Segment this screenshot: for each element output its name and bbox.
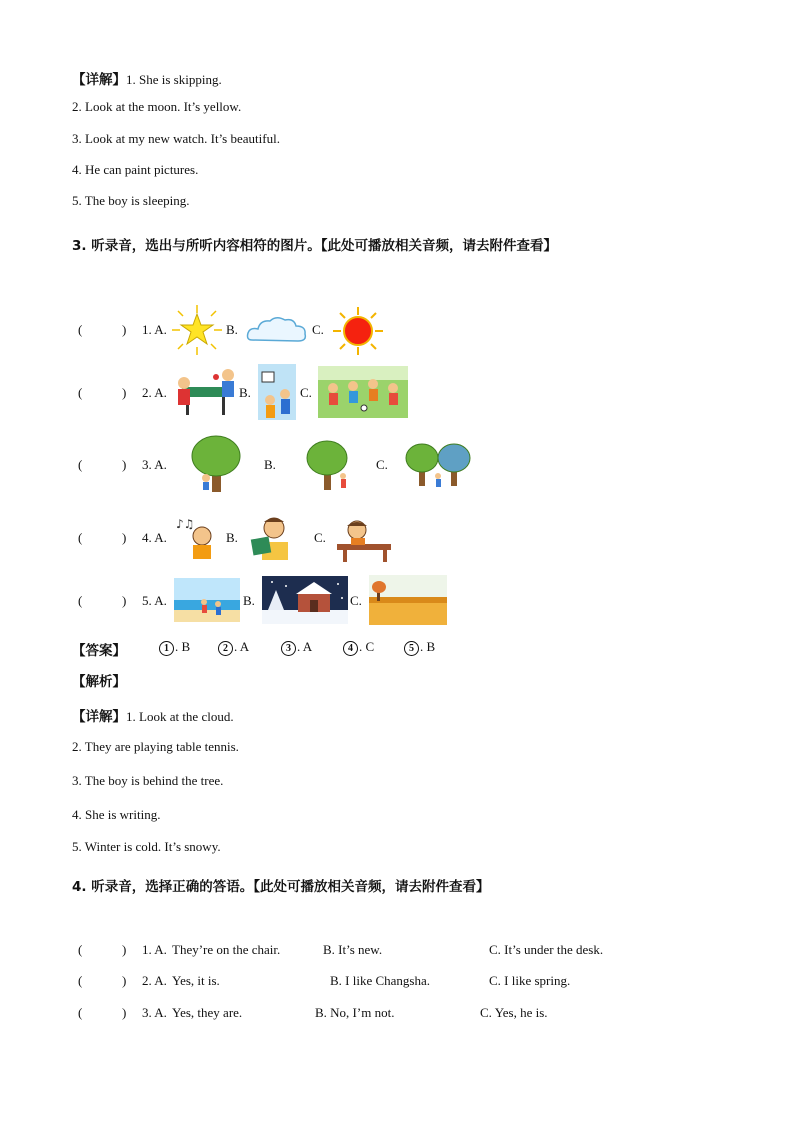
answer-2: 2 . A bbox=[218, 639, 249, 656]
q3-detail-line-2: 2. They are playing table tennis. bbox=[72, 739, 239, 754]
singing-girl-picture bbox=[174, 516, 220, 560]
sun-picture bbox=[333, 307, 383, 355]
answer-label: 【答案】 bbox=[72, 643, 126, 659]
detail-line-1: 【详解】1. She is skipping. bbox=[72, 72, 222, 88]
q3-row-1: ( ) 1. A. B. C. bbox=[78, 322, 324, 337]
answer-4: 4 . C bbox=[343, 639, 374, 656]
q3-detail-line-5: 5. Winter is cold. It’s snowy. bbox=[72, 839, 221, 854]
tree-boy-beside-picture bbox=[306, 440, 352, 490]
q3-detail-line-1: 【详解】1. Look at the cloud. bbox=[72, 709, 234, 725]
q3-row-5: ( ) 5. A. B. C. bbox=[78, 593, 362, 608]
answer-3: 3 . A bbox=[281, 639, 312, 656]
writing-girl-picture bbox=[333, 516, 393, 562]
q4-title: 4. 听录音，选择正确的答语。【此处可播放相关音频，请去附件查看】 bbox=[72, 879, 490, 895]
q3-row-4: ( ) 4. A. B. C. bbox=[78, 530, 326, 545]
cloud-picture bbox=[244, 312, 310, 348]
snowy-winter-picture bbox=[262, 576, 348, 624]
q3-row-2: ( ) 2. A. B. C. bbox=[78, 385, 312, 400]
q3-detail-line-3: 3. The boy is behind the tree. bbox=[72, 773, 224, 788]
q3-detail-line-4: 4. She is writing. bbox=[72, 807, 161, 822]
answer-1: 1 . B bbox=[159, 639, 190, 656]
q4-row-3: ( ) 3. A. Yes, they are. B. No, I’m not. C. Yes, he is. bbox=[78, 1005, 548, 1020]
autumn-field-picture bbox=[369, 575, 447, 625]
basketball-picture bbox=[258, 364, 296, 420]
q3-row-3: ( ) 3. A. B. C. bbox=[78, 457, 388, 472]
q3-title: 3. 听录音，选出与所听内容相符的图片。【此处可播放相关音频，请去附件查看】 bbox=[72, 238, 557, 254]
two-trees-picture bbox=[405, 442, 471, 488]
tree-boy-behind-picture bbox=[190, 434, 242, 494]
beach-summer-picture bbox=[174, 578, 240, 622]
analysis-label: 【解析】 bbox=[72, 674, 126, 690]
detail-line-2: 2. Look at the moon. It’s yellow. bbox=[72, 99, 242, 114]
svg-text:♪♫: ♪♫ bbox=[176, 517, 195, 531]
detail-line-5: 5. The boy is sleeping. bbox=[72, 193, 190, 208]
reading-boy-picture bbox=[248, 514, 292, 562]
star-picture bbox=[172, 305, 222, 355]
q4-row-2: ( ) 2. A. Yes, it is. B. I like Changsha. C. I like spring. bbox=[78, 973, 571, 988]
detail-line-3: 3. Look at my new watch. It’s beautiful. bbox=[72, 131, 280, 146]
q4-row-1: ( ) 1. A. They’re on the chair. B. It’s new. C. It’s under the desk. bbox=[78, 942, 604, 957]
answer-5: 5 . B bbox=[404, 639, 435, 656]
football-picture bbox=[318, 366, 408, 418]
detail-line-4: 4. He can paint pictures. bbox=[72, 162, 199, 177]
table-tennis-picture bbox=[172, 365, 238, 417]
